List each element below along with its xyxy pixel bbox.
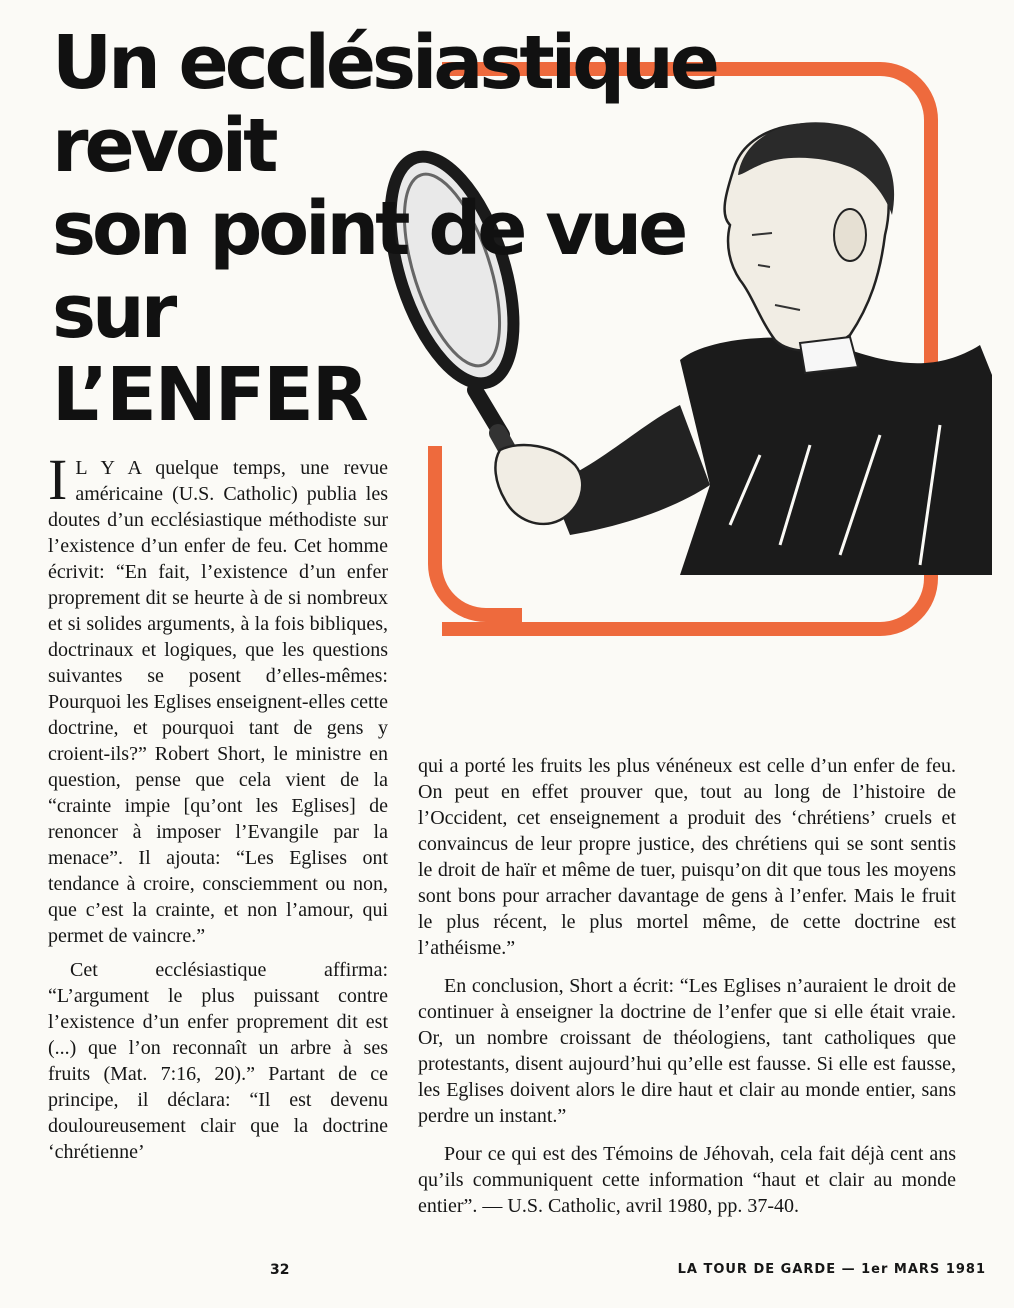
right-paragraph-1: qui a porté les fruits les plus vénéneux est celle d’un enfer de feu. On peut en effet prouver que, tout au long de l’histoire de l’Occident, cet enseignement a produit des ‘chrétiens’ cruels et convaincus de leur propre justice, des chrétiens qui se sont sentis le droit de haïr et même de tuer, puisqu’on dit que tous les moyens sont bons pour arracher davantage de gens à l’enfer. Mais le fruit le plus récent, le plus mortel même, de cette doctrine est l’athéisme.” [418,755,956,959]
left-paragraph-2: Cet ecclésiastique affirma: “L’argument le plus puissant contre l’existence d’un enfer proprement dit est (...) que l’on reconnaît un arbre à ses fruits (Mat. 7:16, 20).” Partant de ce principe, il déclara: “Il est devenu douloureusement clair que la doctrine ‘chrétienne’ [48,959,388,1163]
coat-shape [680,338,992,575]
headline-line-5: L’ENFER [52,352,367,438]
left-paragraph-1-text: L Y A quelque temps, une revue américaine (U.S. Catholic) publia les doutes d’un ecclésiastique méthodiste sur l’existence d’un enfer de feu. Cet homme écrivit: “En fait, l’existence d’un enfer proprement dit se heurte à de si nombreux et si solides arguments, à la fois bibliques, doctrinaux et logiques, que les questions suivantes se posent d’elles-mêmes: Pourquoi les Eglises enseignent-elles cette doctrine, et pourquoi tant de gens y croient-ils?” Robert Short, le ministre en question, pense que cela vient de la “crainte impie [qu’ont les Eglises] de renoncer à imposer l’Evangile par la menace”. Il ajouta: “Les Eglises ont tendance à croire, consciemment ou non, que c’est la crainte, et non l’amour, qui permet de vaincre.” [48,457,388,947]
right-paragraph-3: Pour ce qui est des Témoins de Jéhovah, cela fait déjà cent ans qu’ils communiquent cette information “haut et clair au monde entier”. — U.S. Catholic, avril 1980, pp. 37-40. [418,1143,956,1217]
headline-line-1: Un ecclésiastique [52,20,716,106]
headline-line-3: son point de vue [52,186,685,272]
right-column [418,753,956,1231]
right-paragraph-2: En conclusion, Short a écrit: “Les Eglises n’auraient le droit de continuer à enseigner la doctrine de l’enfer que si elle était vraie. Or, un nombre croissant de théologiens, tant catholiques que protestants, disent aujourd’hui qu’elle est fausse. Si elle est fausse, les Eglises doivent alors le dire haut et clair au monde entier, sans perdre un instant.” [418,975,956,1127]
drop-cap: I [48,447,68,512]
page-number: 32 [270,1262,290,1278]
magazine-footer: LA TOUR DE GARDE — 1er MARS 1981 [677,1262,986,1277]
headline-line-2: revoit [52,103,275,189]
article-headline [52,22,716,437]
headline-line-4: sur [52,269,174,355]
left-paragraph-1 [48,447,388,949]
left-column [48,447,388,1173]
